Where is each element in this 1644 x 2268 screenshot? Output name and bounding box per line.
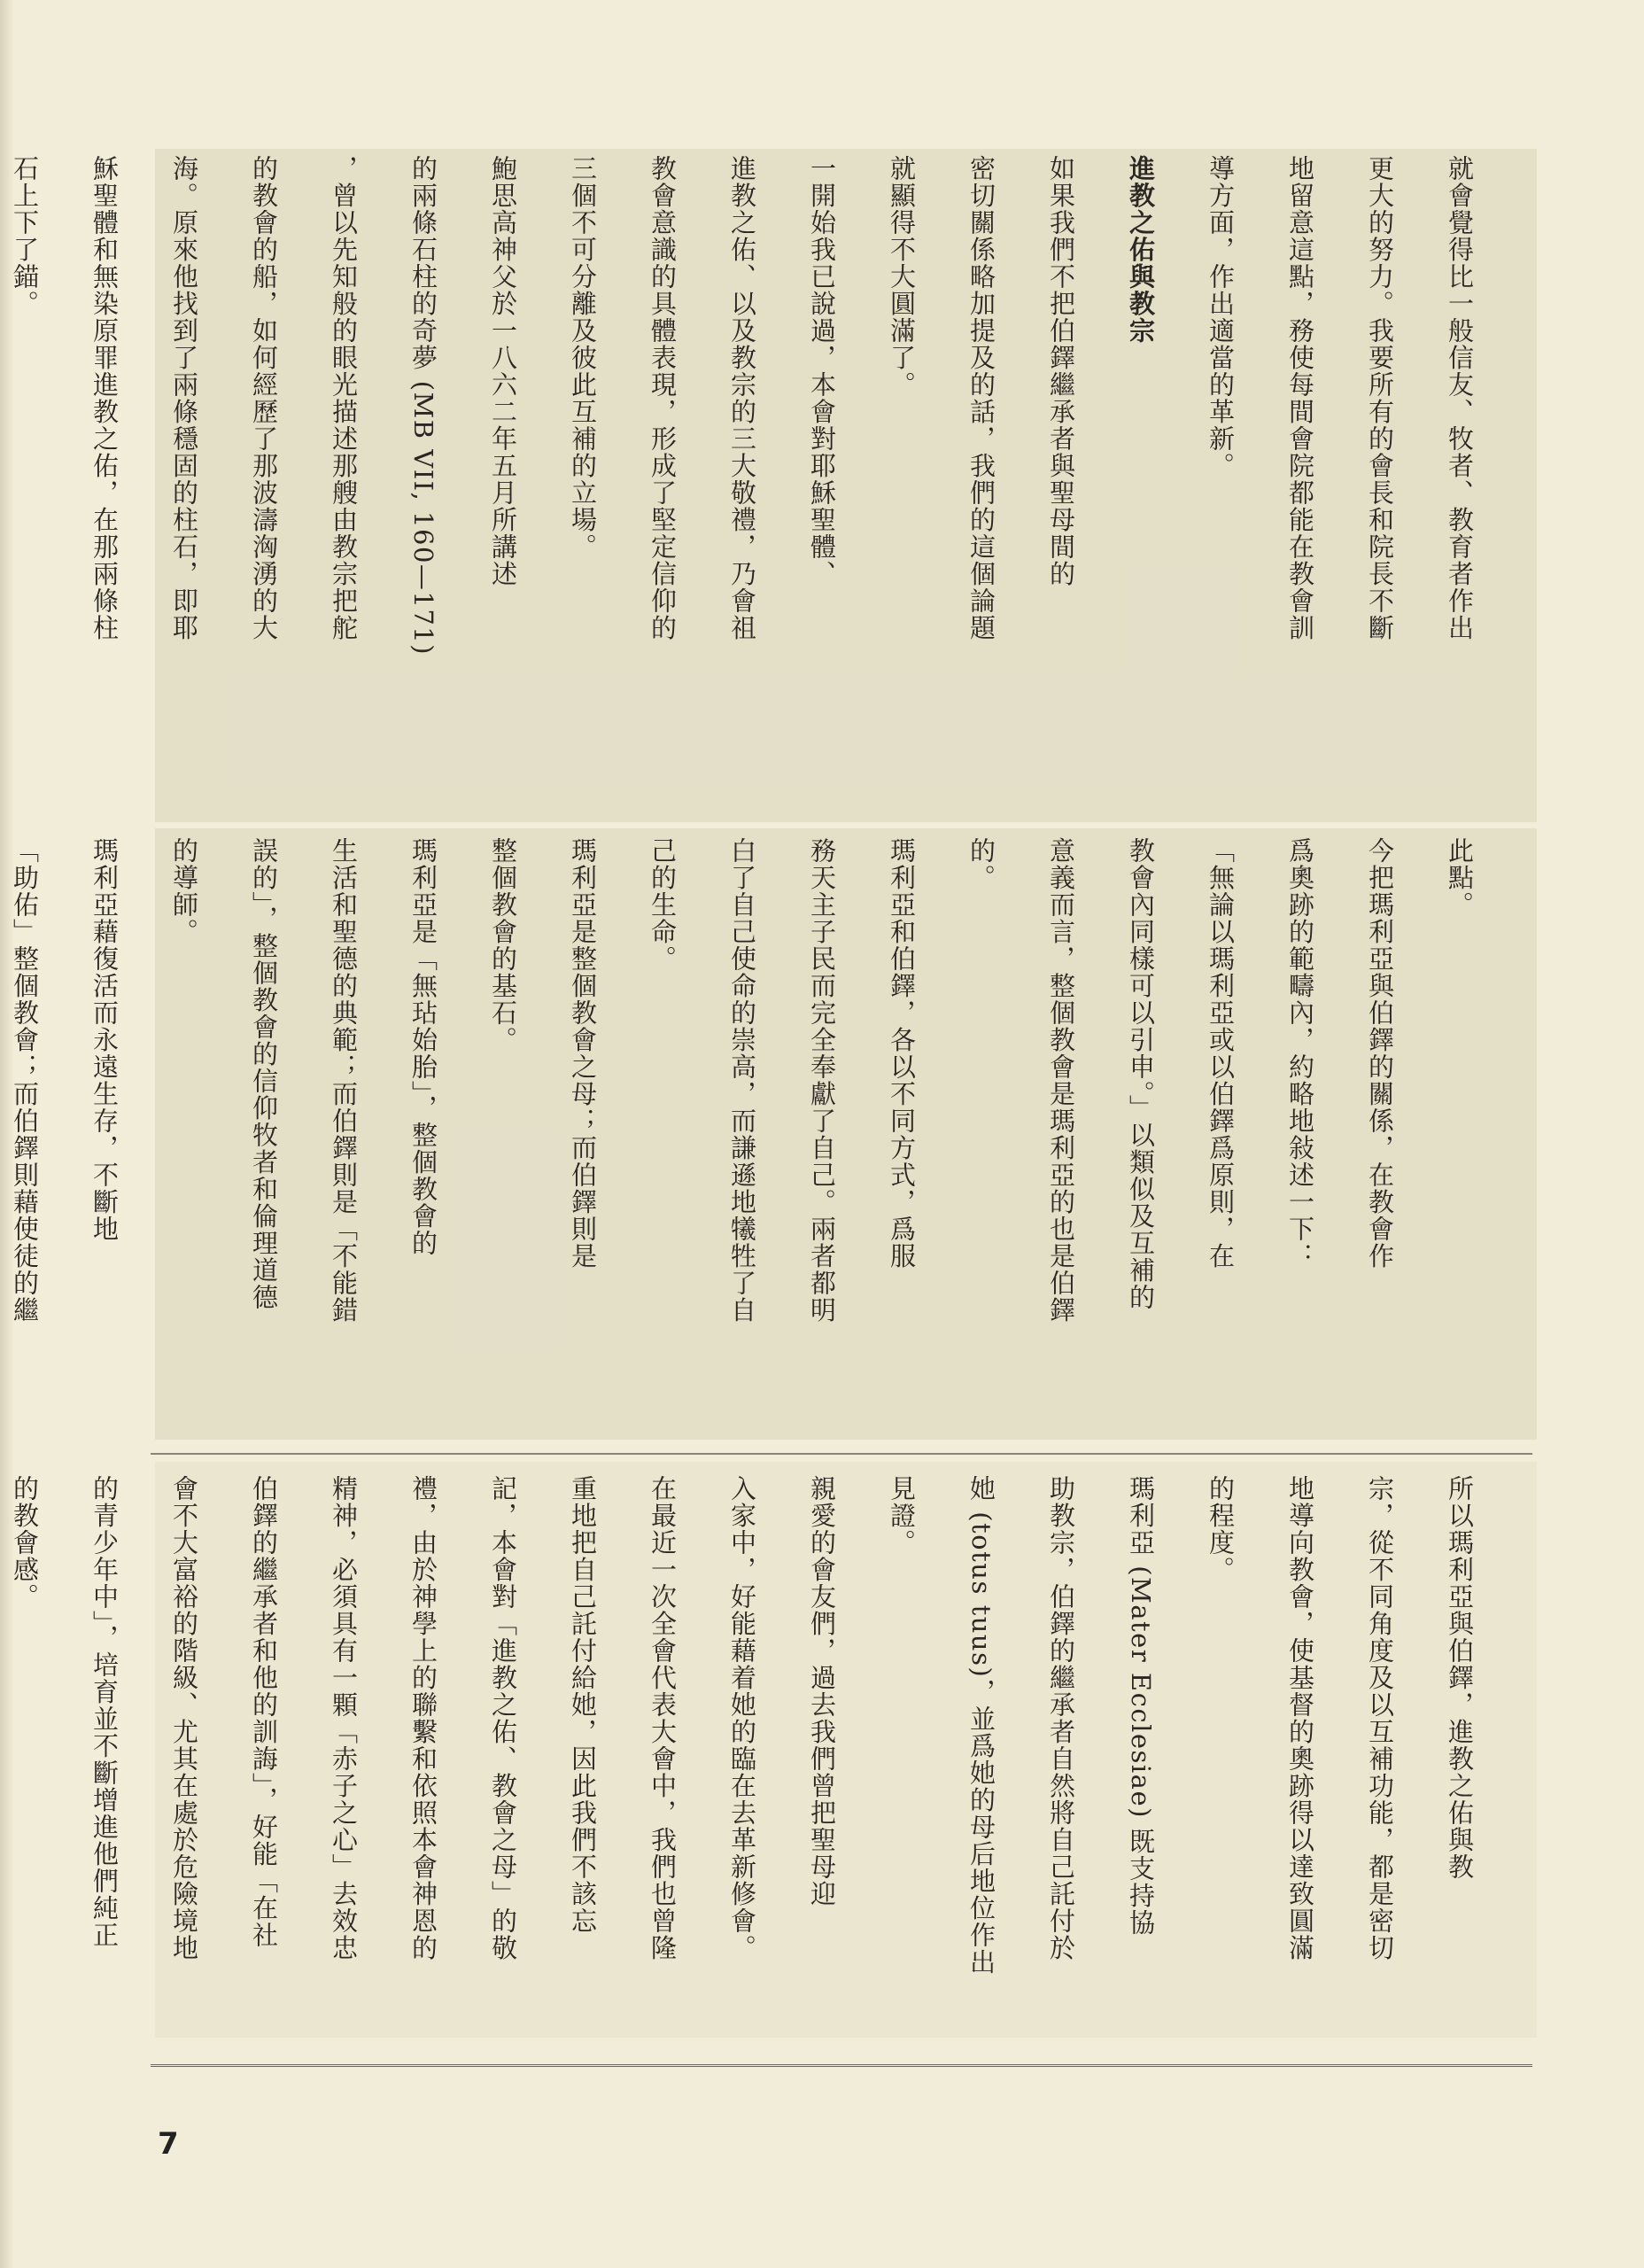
text-column: 生活和聖德的典範；而伯鐸則是「不能錯 — [329, 837, 359, 1324]
article-block-bottom — [10, 1475, 1519, 2042]
text-column: 一開始我已說過，本會對耶穌聖體、 — [807, 155, 837, 587]
text-column: 三個不可分離及彼此互補的立場。 — [568, 155, 598, 561]
article-block-middle — [10, 837, 1519, 1440]
text-column: 整個教會的基石。 — [488, 837, 518, 1053]
text-column: 「助佑」整個教會；而伯鐸則藉使徒的繼 — [10, 837, 40, 1324]
text-column: 的教會感。 — [10, 1475, 40, 1611]
text-column: 地導向教會，使基督的奧跡得以達致圓滿 — [1285, 1475, 1315, 1961]
text-column: 見證。 — [887, 1475, 917, 1557]
text-column: 她 (totus tuus)，並爲她的母后地位作出 — [966, 1475, 996, 1976]
text-column: 的程度。 — [1206, 1475, 1236, 1583]
text-column: 瑪利亞是整個教會之母；而伯鐸則是 — [568, 837, 598, 1270]
text-column: 助教宗，伯鐸的繼承者自然將自己託付於 — [1046, 1475, 1076, 1961]
text-column: 己的生命。 — [648, 837, 678, 973]
text-column: 今把瑪利亞與伯鐸的關係，在教會作 — [1365, 837, 1395, 1270]
text-column: 的兩條石柱的奇夢 (MB VII, 160—171) — [408, 155, 438, 656]
text-column: 親愛的會友們，過去我們曾把聖母迎 — [807, 1475, 837, 1907]
text-column: 更大的努力。我要所有的會長和院長不斷 — [1365, 155, 1395, 641]
text-column: 的教會的船，如何經歷了那波濤洶湧的大 — [249, 155, 279, 641]
text-column: 地留意這點，務使每間會院都能在教會訓 — [1285, 155, 1315, 641]
article-block-top — [10, 155, 1519, 811]
text-column: 如果我們不把伯鐸繼承者與聖母間的 — [1046, 155, 1076, 587]
text-column: 進教之佑、以及教宗的三大敬禮，乃會祖 — [727, 155, 757, 641]
text-column: 石上下了錨。 — [10, 155, 40, 317]
text-column: 誤的」，整個教會的信仰牧者和倫理道德 — [249, 837, 279, 1311]
text-column: 重地把自己託付給她，因此我們不該忘 — [568, 1475, 598, 1935]
text-column: 的。 — [966, 837, 996, 891]
text-column: 密切關係略加提及的話，我們的這個論題 — [966, 155, 996, 641]
text-column: 瑪利亞是「無玷始胎」，整個教會的 — [408, 837, 438, 1257]
text-column: 教會意識的具體表現，形成了堅定信仰的 — [648, 155, 678, 641]
text-column: 精神，必須具有一顆「赤子之心」去效忠 — [329, 1475, 359, 1961]
text-column: ，曾以先知般的眼光描述那艘由教宗把舵 — [329, 155, 359, 641]
text-column: 宗，從不同角度及以互補功能，都是密切 — [1365, 1475, 1395, 1961]
section-heading: 進教之佑與教宗 — [1126, 155, 1156, 345]
footer-divider — [151, 2064, 1532, 2067]
text-column: 海。原來他找到了兩條穩固的柱石，即耶 — [169, 155, 199, 641]
text-column: 入家中，好能藉着她的臨在去革新修會。 — [727, 1475, 757, 1961]
text-column: 就顯得不大圓滿了。 — [887, 155, 917, 399]
text-column: 伯鐸的繼承者和他的訓誨」，好能「在社 — [249, 1475, 279, 1949]
text-column: 導方面，作出適當的革新。 — [1206, 155, 1236, 479]
text-column: 「無論以瑪利亞或以伯鐸爲原則，在 — [1206, 837, 1236, 1270]
text-column: 穌聖體和無染原罪進教之佑，在那兩條柱 — [89, 155, 120, 641]
text-column: 禮，由於神學上的聯繫和依照本會神恩的 — [408, 1475, 438, 1961]
text-column: 意義而言，整個教會是瑪利亞的也是伯鐸 — [1046, 837, 1076, 1324]
text-column: 鮑思高神父於一八六二年五月所講述 — [488, 155, 518, 587]
text-column: 教會內同樣可以引申。」以類似及互補的 — [1126, 837, 1156, 1311]
text-column: 瑪利亞藉復活而永遠生存，不斷地 — [89, 837, 120, 1243]
text-column: 爲奧跡的範疇內，約略地敍述一下： — [1285, 837, 1315, 1270]
page-number: 7 — [158, 2126, 179, 2162]
text-column: 的青少年中」，培育並不斷增進他們純正 — [89, 1475, 120, 1949]
text-column: 此點。 — [1445, 837, 1475, 919]
text-column: 在最近一次全會代表大會中，我們也曾隆 — [648, 1475, 678, 1961]
text-column: 所以瑪利亞與伯鐸，進教之佑與教 — [1445, 1475, 1475, 1881]
text-column: 記，本會對「進教之佑、教會之母」的敬 — [488, 1475, 518, 1961]
section-divider — [151, 1453, 1532, 1455]
text-column: 務天主子民而完全奉獻了自己。兩者都明 — [807, 837, 837, 1324]
text-column: 的導師。 — [169, 837, 199, 945]
text-column: 瑪利亞 (Mater Ecclesiae) 既支持協 — [1126, 1475, 1156, 1937]
text-column: 白了自己使命的崇高，而謙遜地犧牲了自 — [727, 837, 757, 1324]
text-column: 就會覺得比一般信友、牧者、教育者作出 — [1445, 155, 1475, 641]
text-column: 瑪利亞和伯鐸，各以不同方式，爲服 — [887, 837, 917, 1270]
text-column: 會不大富裕的階級、尤其在處於危險境地 — [169, 1475, 199, 1961]
